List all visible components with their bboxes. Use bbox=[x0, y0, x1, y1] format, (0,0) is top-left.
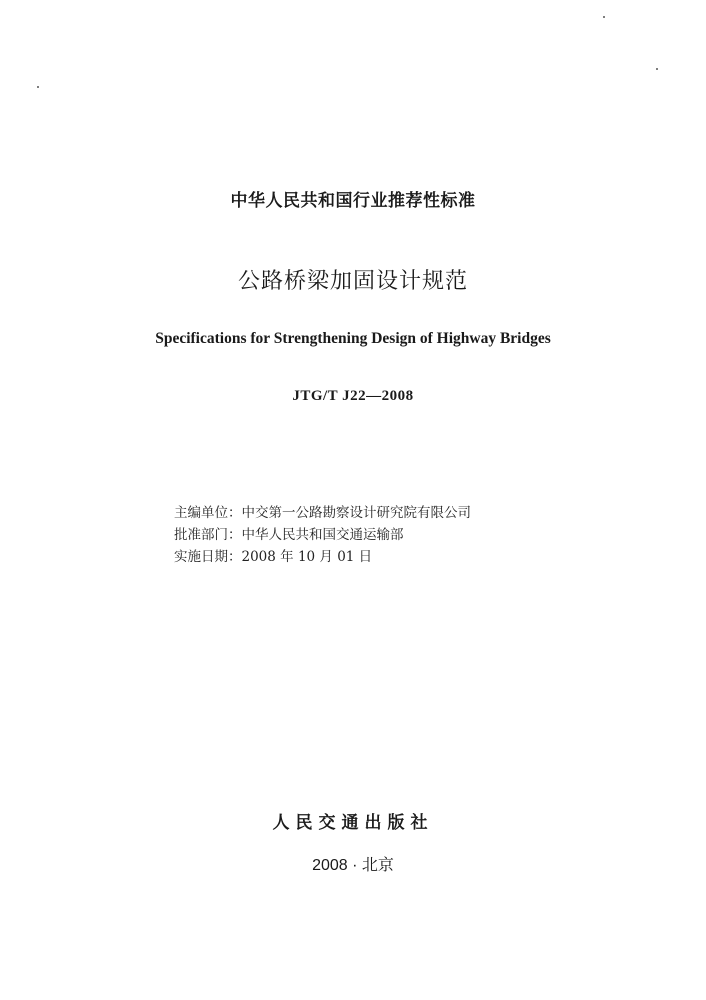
approver-row bbox=[174, 524, 471, 546]
title-english: Specifications for Strengthening Design of Highway Bridges bbox=[155, 330, 551, 347]
effective-date-row bbox=[174, 546, 471, 568]
editor-row bbox=[174, 502, 471, 524]
editor-label: 主编单位： bbox=[174, 505, 242, 521]
approver-label: 批准部门： bbox=[174, 527, 242, 543]
publisher: 人民交通出版社 bbox=[272, 813, 434, 833]
scan-speck bbox=[37, 86, 39, 88]
standard-type: 中华人民共和国行业推荐性标准 bbox=[230, 191, 476, 211]
scan-speck bbox=[603, 16, 605, 18]
metadata-block bbox=[174, 502, 471, 568]
effective-date-value: 2008 年 10 月 01 日 bbox=[241, 549, 373, 565]
effective-date-label: 实施日期： bbox=[174, 549, 242, 565]
standard-code: JTG/T J22—2008 bbox=[292, 388, 414, 404]
approver-value: 中华人民共和国交通运输部 bbox=[241, 527, 404, 543]
editor-value: 中交第一公路勘察设计研究院有限公司 bbox=[241, 505, 471, 521]
scan-speck bbox=[656, 68, 658, 70]
publication-place-date: 2008 · 北京 bbox=[312, 857, 394, 874]
title-chinese: 公路桥梁加固设计规范 bbox=[237, 269, 468, 294]
